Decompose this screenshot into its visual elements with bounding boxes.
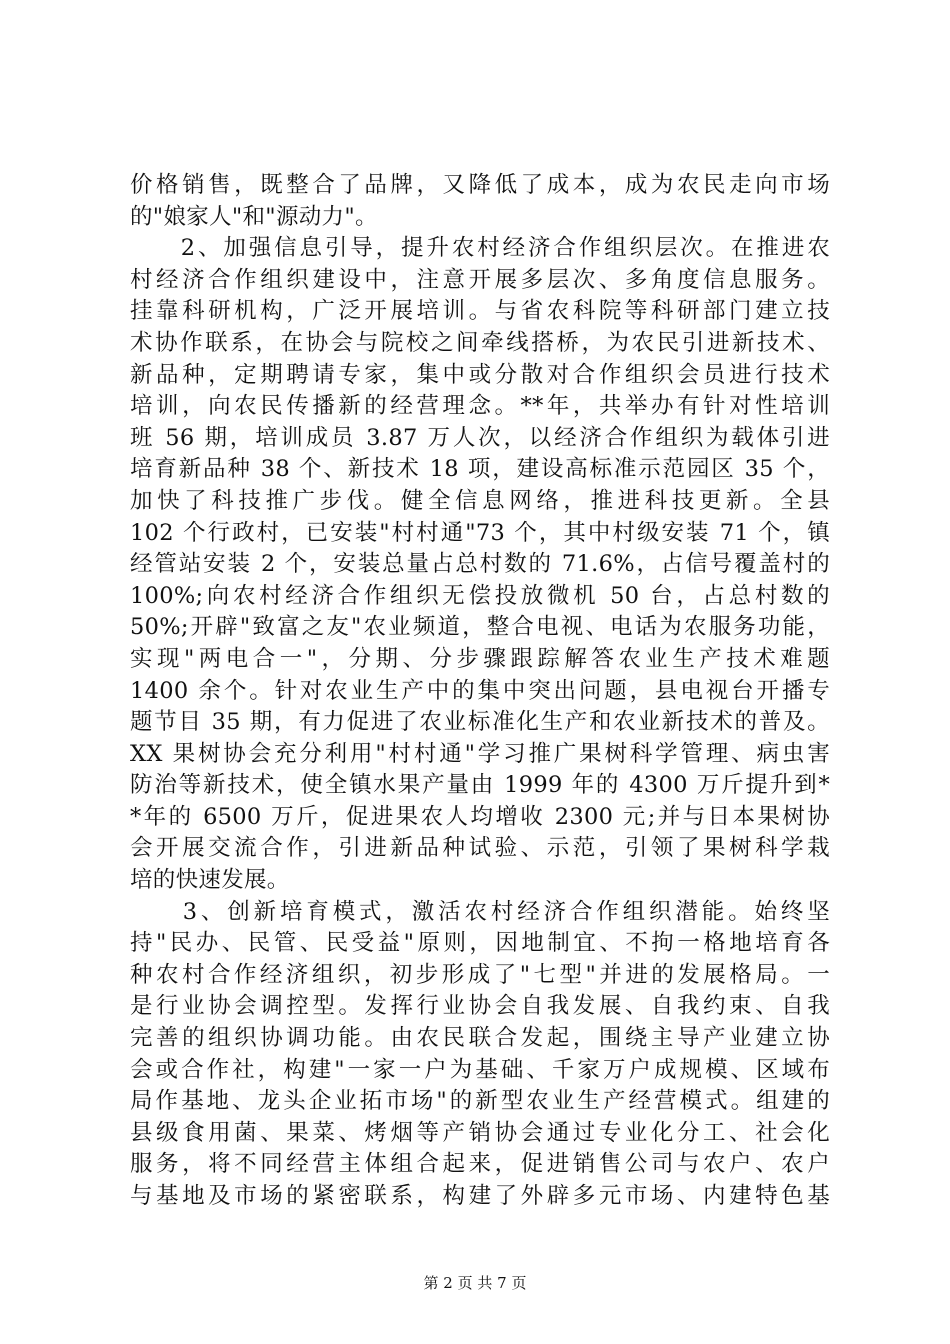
text-line: *年的 6500 万斤，促进果农人均增收 2300 元;并与日本果树协 bbox=[130, 803, 830, 830]
text-line: 经管站安装 2 个，安装总量占总村数的 71.6%，占信号覆盖村的 bbox=[130, 551, 830, 578]
text-line: 培训，向农民传播新的经营理念。**年，共举办有针对性培训 bbox=[130, 393, 830, 420]
text-line: 持"民办、民管、民受益"原则，因地制宜、不拘一格地培育各 bbox=[130, 930, 830, 957]
text-line: 会开展交流合作，引进新品种试验、示范，引领了果树科学栽 bbox=[130, 835, 830, 862]
text-line: 与基地及市场的紧密联系，构建了外辟多元市场、内建特色基 bbox=[130, 1183, 830, 1209]
text-line: 50%;开辟"致富之友"农业频道，整合电视、电话为农服务功能， bbox=[130, 614, 830, 641]
text-line: 班 56 期，培训成员 3.87 万人次，以经济合作组织为载体引进 bbox=[130, 424, 830, 451]
text-line: 培的快速发展。 bbox=[130, 867, 290, 894]
text-line: 1400 余个。针对农业生产中的集中突出问题，县电视台开播专 bbox=[130, 677, 830, 704]
text-line: 2、加强信息引导，提升农村经济合作组织层次。在推进农 bbox=[130, 235, 830, 262]
text-line: 会或合作社，构建"一家一户为基础、千家万户成规模、区域布 bbox=[130, 1056, 830, 1083]
text-line: 的"娘家人"和"源动力"。 bbox=[130, 203, 378, 230]
text-line: 服务，将不同经营主体组合起来，促进销售公司与农户、农户 bbox=[130, 1151, 830, 1178]
text-line: 防治等新技术，使全镇水果产量由 1999 年的 4300 万斤提升到* bbox=[130, 772, 830, 799]
text-line: 种农村合作经济组织，初步形成了"七型"并进的发展格局。一 bbox=[130, 961, 830, 988]
text-line: 价格销售，既整合了品牌，又降低了成本，成为农民走向市场 bbox=[130, 172, 830, 198]
text-line: 完善的组织协调功能。由农民联合发起，围绕主导产业建立协 bbox=[130, 1025, 830, 1052]
text-line: 实现"两电合一"，分期、分步骤跟踪解答农业生产技术难题 bbox=[130, 645, 830, 672]
text-line: 术协作联系，在协会与院校之间牵线搭桥，为农民引进新技术、 bbox=[130, 329, 830, 356]
text-line: 加快了科技推广步伐。健全信息网络，推进科技更新。全县 bbox=[130, 487, 830, 514]
text-line: 县级食用菌、果菜、烤烟等产销协会通过专业化分工、社会化 bbox=[130, 1119, 830, 1146]
text-line: 102 个行政村，已安装"村村通"73 个，其中村级安装 71 个，镇 bbox=[130, 519, 830, 546]
text-line: 题节目 35 期，有力促进了农业标准化生产和农业新技术的普及。 bbox=[130, 709, 830, 736]
text-line: 村经济合作组织建设中，注意开展多层次、多角度信息服务。 bbox=[130, 266, 830, 293]
body-text bbox=[130, 170, 830, 1213]
text-line: 是行业协会调控型。发挥行业协会自我发展、自我约束、自我 bbox=[130, 993, 830, 1020]
text-line: 新品种，定期聘请专家，集中或分散对合作组织会员进行技术 bbox=[130, 361, 830, 388]
text-line: 100%;向农村经济合作组织无偿投放微机 50 台，占总村数的 bbox=[130, 582, 830, 609]
page-number-footer: 第 2 页 共 7 页 bbox=[423, 1274, 527, 1292]
text-line: 培育新品种 38 个、新技术 18 项，建设高标准示范园区 35 个， bbox=[130, 456, 830, 483]
text-line: XX 果树协会充分利用"村村通"学习推广果树科学管理、病虫害 bbox=[130, 740, 830, 767]
text-line: 3、创新培育模式，激活农村经济合作组织潜能。始终坚 bbox=[130, 898, 830, 925]
text-line: 挂靠科研机构，广泛开展培训。与省农科院等科研部门建立技 bbox=[130, 298, 830, 325]
text-line: 局作基地、龙头企业拓市场"的新型农业生产经营模式。组建的 bbox=[130, 1088, 830, 1115]
